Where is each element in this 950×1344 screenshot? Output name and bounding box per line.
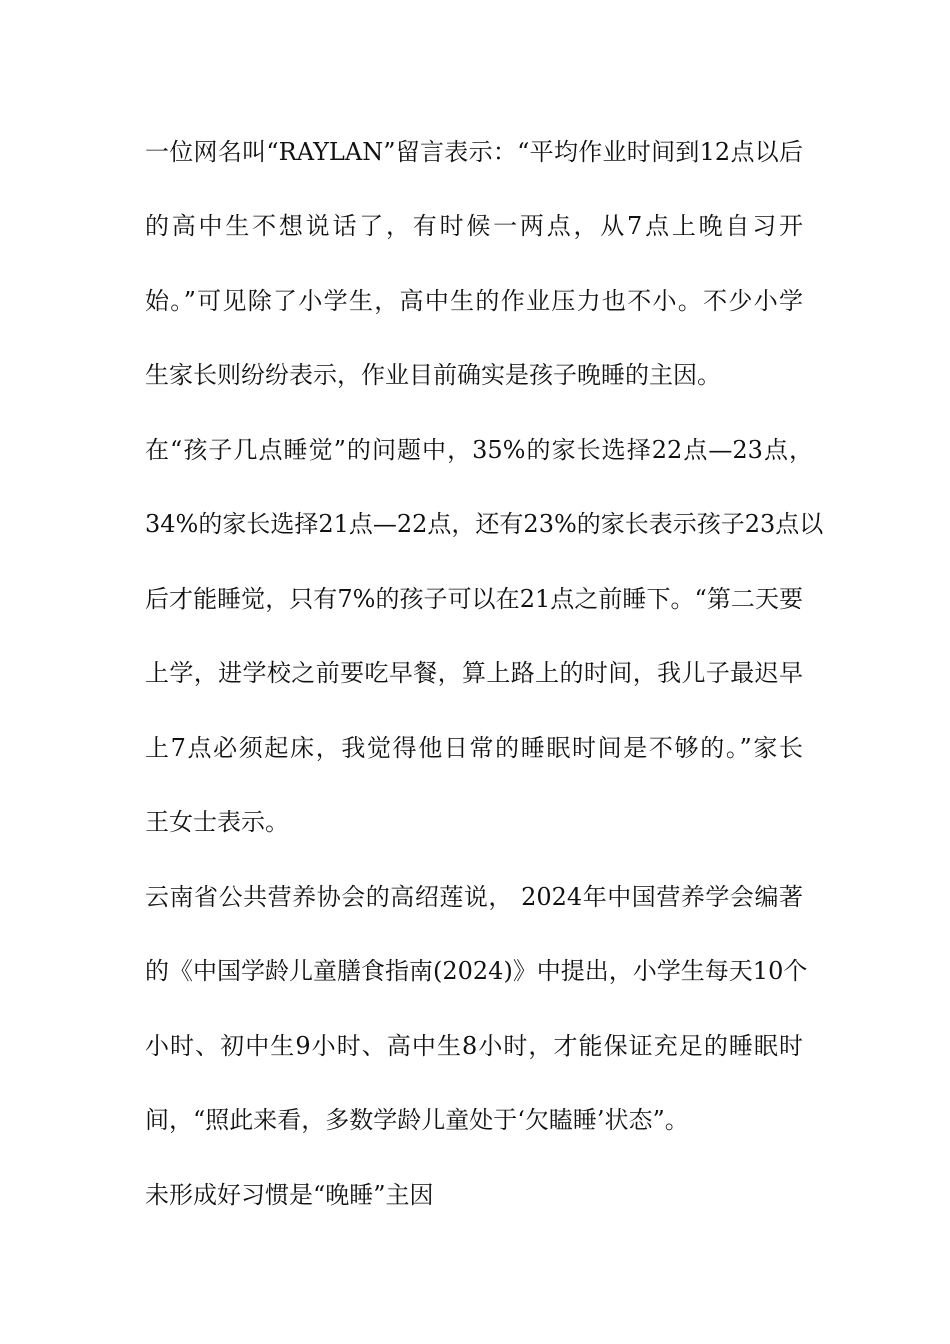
section-heading: 未形成好习惯是“晚睡”主因 [145, 1181, 434, 1209]
text-line: 后才能睡觉，只有7%的孩子可以在21点之前睡下。“第二天要 [145, 585, 803, 613]
text-line: 一位网名叫“RAYLAN”留言表示：“平均作业时间到12点以后 [145, 138, 803, 166]
text-line: 的《中国学龄儿童膳食指南(2024)》中提出，小学生每天10个 [145, 957, 808, 985]
text-line: 王女士表示。 [145, 808, 289, 836]
text-line: 上学，进学校之前要吃早餐，算上路上的时间，我儿子最迟早 [145, 659, 803, 687]
text-line: 小时、初中生9小时、高中生8小时，才能保证充足的睡眠时 [145, 1032, 803, 1060]
text-line: 生家长则纷纷表示，作业目前确实是孩子晚睡的主因。 [145, 361, 721, 389]
text-line: 始。”可见除了小学生，高中生的作业压力也不小。不少小学 [145, 287, 803, 315]
text-line: 34%的家长选择21点—22点，还有23%的家长表示孩子23点以 [145, 510, 824, 538]
text-line: 上7点必须起床，我觉得他日常的睡眠时间是不够的。”家长 [145, 734, 803, 762]
text-line: 间，“照此来看，多数学龄儿童处于‘欠瞌睡’状态”。 [145, 1106, 689, 1134]
text-line: 的高中生不想说话了，有时候一两点，从7点上晚自习开 [145, 212, 803, 240]
text-line: 在“孩子几点睡觉”的问题中，35%的家长选择22点—23点， [145, 436, 813, 464]
text-line: 云南省公共营养协会的高绍莲说， 2024年中国营养学会编著 [145, 883, 803, 911]
